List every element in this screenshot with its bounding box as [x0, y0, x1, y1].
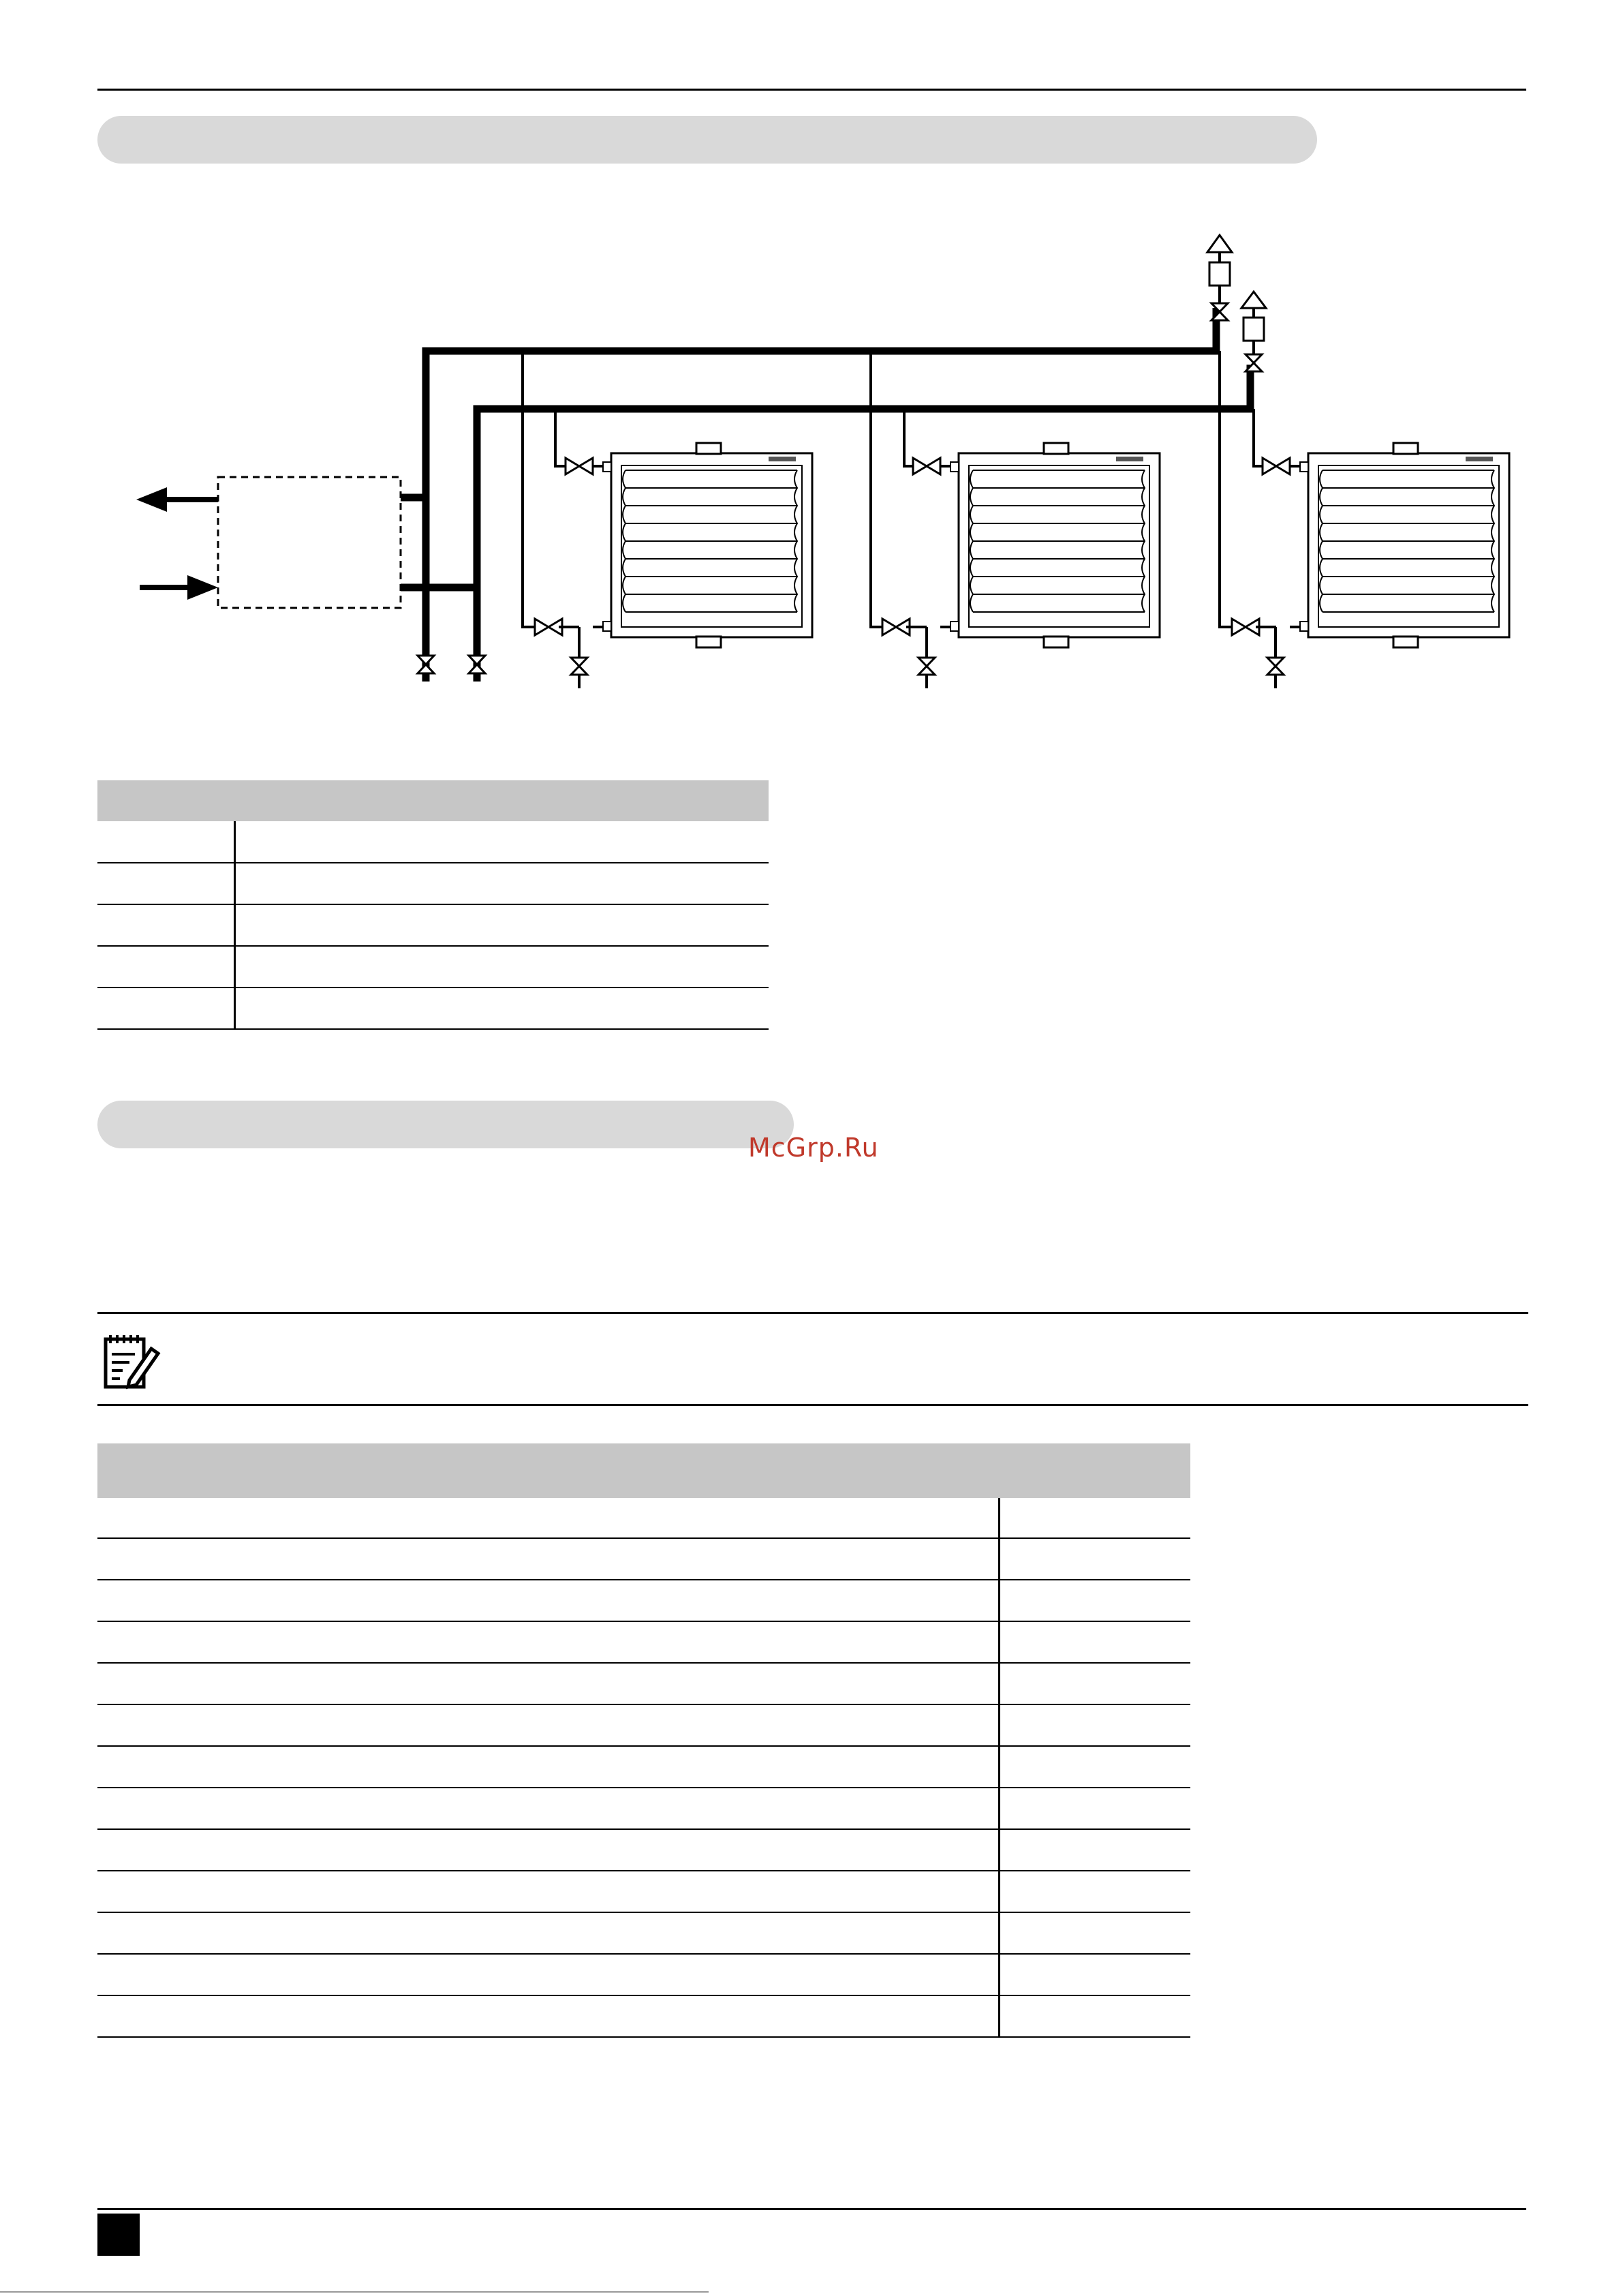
heater-unit-2 — [950, 443, 1160, 647]
table2-row-line — [97, 1704, 1190, 1705]
table2-row-line — [97, 1828, 1190, 1830]
branch-1-return — [555, 409, 566, 466]
table2-row-line — [97, 1662, 1190, 1664]
table2-row-line — [97, 1579, 1190, 1580]
valve-1-top — [566, 458, 593, 474]
valve-2-bottom — [882, 619, 910, 635]
outflow-arrow-head — [136, 487, 167, 512]
table2-row-line — [97, 1621, 1190, 1622]
drain-valve-1 — [571, 658, 587, 675]
table1-row-line — [97, 904, 769, 905]
section-heading-bar-2 — [97, 1101, 794, 1148]
valve-main-return-drain — [469, 656, 485, 673]
table2-row-line — [97, 2036, 1190, 2038]
table2-row-line — [97, 1537, 1190, 1539]
boiler-box — [218, 477, 401, 608]
table2-row-line — [97, 1745, 1190, 1747]
bottom-scan-edge — [0, 2291, 709, 2293]
table2-row-line — [97, 1953, 1190, 1955]
valve-2-top — [913, 458, 940, 474]
drain-valve-2 — [918, 658, 935, 675]
note-top-rule — [97, 1312, 1528, 1314]
footer-rule — [97, 2208, 1526, 2210]
table1-row-line — [97, 987, 769, 988]
valve-1-bottom — [535, 619, 562, 635]
air-separator-2 — [1243, 318, 1264, 341]
note-bottom-rule — [97, 1404, 1528, 1406]
table1-col-divider — [234, 821, 236, 1029]
drain-valve-3 — [1267, 658, 1284, 675]
table2-row-line — [97, 1912, 1190, 1913]
page-number-block — [97, 2214, 140, 2256]
table1-header — [97, 780, 769, 821]
branch-2-supply — [871, 351, 882, 627]
table1-row-line — [97, 1028, 769, 1030]
branch-3-supply — [1220, 351, 1232, 627]
air-vent-2-icon — [1241, 292, 1266, 308]
inflow-arrow-head — [187, 575, 218, 600]
valve-main-supply-drain — [418, 656, 434, 673]
table2-header — [97, 1443, 1190, 1498]
watermark: McGrp.Ru — [748, 1133, 879, 1163]
vent-valve-2 — [1246, 354, 1262, 371]
valve-3-top — [1263, 458, 1290, 474]
table2-row-line — [97, 1995, 1190, 1996]
table2-row-line — [97, 1787, 1190, 1788]
heating-system-diagram — [0, 0, 1623, 716]
notepad-pencil-icon — [102, 1332, 164, 1394]
table1-row-line — [97, 862, 769, 863]
air-separator-1 — [1209, 262, 1230, 286]
branch-2-return — [904, 409, 913, 466]
branch-1-supply — [523, 351, 535, 627]
heater-unit-1 — [603, 443, 812, 647]
table1-row-line — [97, 945, 769, 947]
air-vent-1-icon — [1207, 235, 1232, 252]
valve-3-bottom — [1232, 619, 1259, 635]
table2-row-line — [97, 1870, 1190, 1871]
heater-unit-3 — [1300, 443, 1509, 647]
